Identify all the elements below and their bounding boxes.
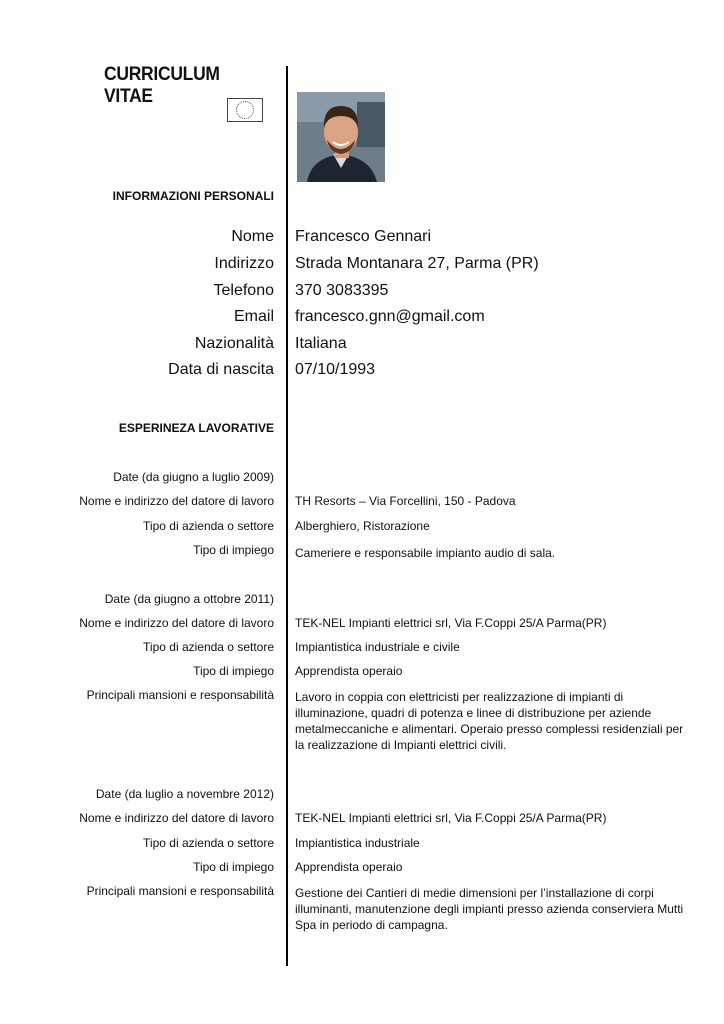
label-telefono: Telefono xyxy=(213,282,274,299)
value-data-di-nascita: 07/10/1993 xyxy=(295,361,376,378)
employer-value: TEK-NEL Impianti elettrici srl, Via F.Coppi 25/A Parma(PR) xyxy=(295,616,607,630)
job-date: Date (da luglio a novembre 2012) xyxy=(95,787,274,801)
duties-label: Principali mansioni e responsabilità xyxy=(86,688,274,702)
job-date: Date (da giugno a luglio 2009) xyxy=(113,470,274,484)
eu-flag-icon xyxy=(227,98,263,122)
value-nazionalita: Italiana xyxy=(295,335,347,352)
value-telefono: 370 3083395 xyxy=(295,282,389,299)
page-title: CURRICULUM VITAE xyxy=(104,64,220,107)
duties-value: Lavoro in coppia con elettricisti per realizzazione di impianti di illuminazione, quadri di potenza e linee di distribuzione per aziende metalmeccaniche e alimentari. Operaio presso complessi residenziali per la realizzazione di Impianti elettrici civili. xyxy=(295,690,684,752)
sector-value: Alberghiero, Ristorazione xyxy=(295,519,430,533)
sector-label: Tipo di azienda o settore xyxy=(143,640,274,654)
role-label: Tipo di impiego xyxy=(193,543,274,557)
sector-label: Tipo di azienda o settore xyxy=(143,836,274,850)
job-date: Date (da giugno a ottobre 2011) xyxy=(104,592,274,606)
role-value: Apprendista operaio xyxy=(295,860,403,874)
value-nome: Francesco Gennari xyxy=(295,228,432,245)
employer-label: Nome e indirizzo del datore di lavoro xyxy=(79,811,274,825)
vertical-divider xyxy=(286,66,288,966)
section-title-personal: INFORMAZIONI PERSONALI xyxy=(112,189,274,203)
sector-label: Tipo di azienda o settore xyxy=(143,519,274,533)
employer-label: Nome e indirizzo del datore di lavoro xyxy=(79,494,274,508)
label-data-di-nascita: Data di nascita xyxy=(168,361,274,378)
employer-label: Nome e indirizzo del datore di lavoro xyxy=(79,616,274,630)
employer-value: TH Resorts – Via Forcellini, 150 - Padova xyxy=(295,494,516,508)
sector-value: Impiantistica industriale e civile xyxy=(295,640,460,654)
role-value: Apprendista operaio xyxy=(295,664,403,678)
label-nome: Nome xyxy=(231,228,274,245)
label-nazionalita: Nazionalità xyxy=(194,335,274,352)
duties-value: Gestione dei Cantieri di medie dimensioni per l’installazione di corpi illuminanti, manutenzione degli impianti presso azienda conserviera Mutti Spa in periodo di campagna. xyxy=(295,886,684,932)
role-label: Tipo di impiego xyxy=(193,860,274,874)
section-title-experience: ESPERINEZA LAVORATIVE xyxy=(118,421,274,435)
duties-label: Principali mansioni e responsabilità xyxy=(86,884,274,898)
employer-value: TEK-NEL Impianti elettrici srl, Via F.Coppi 25/A Parma(PR) xyxy=(295,811,607,825)
sector-value: Impiantistica industriale xyxy=(295,836,420,850)
value-indirizzo: Strada Montanara 27, Parma (PR) xyxy=(295,255,539,272)
profile-photo xyxy=(297,92,385,182)
label-email: Email xyxy=(233,308,274,325)
role-label: Tipo di impiego xyxy=(193,664,274,678)
label-indirizzo: Indirizzo xyxy=(214,255,274,272)
value-email: francesco.gnn@gmail.com xyxy=(295,308,485,325)
role-value: Cameriere e responsabile impianto audio di sala. xyxy=(295,546,556,560)
